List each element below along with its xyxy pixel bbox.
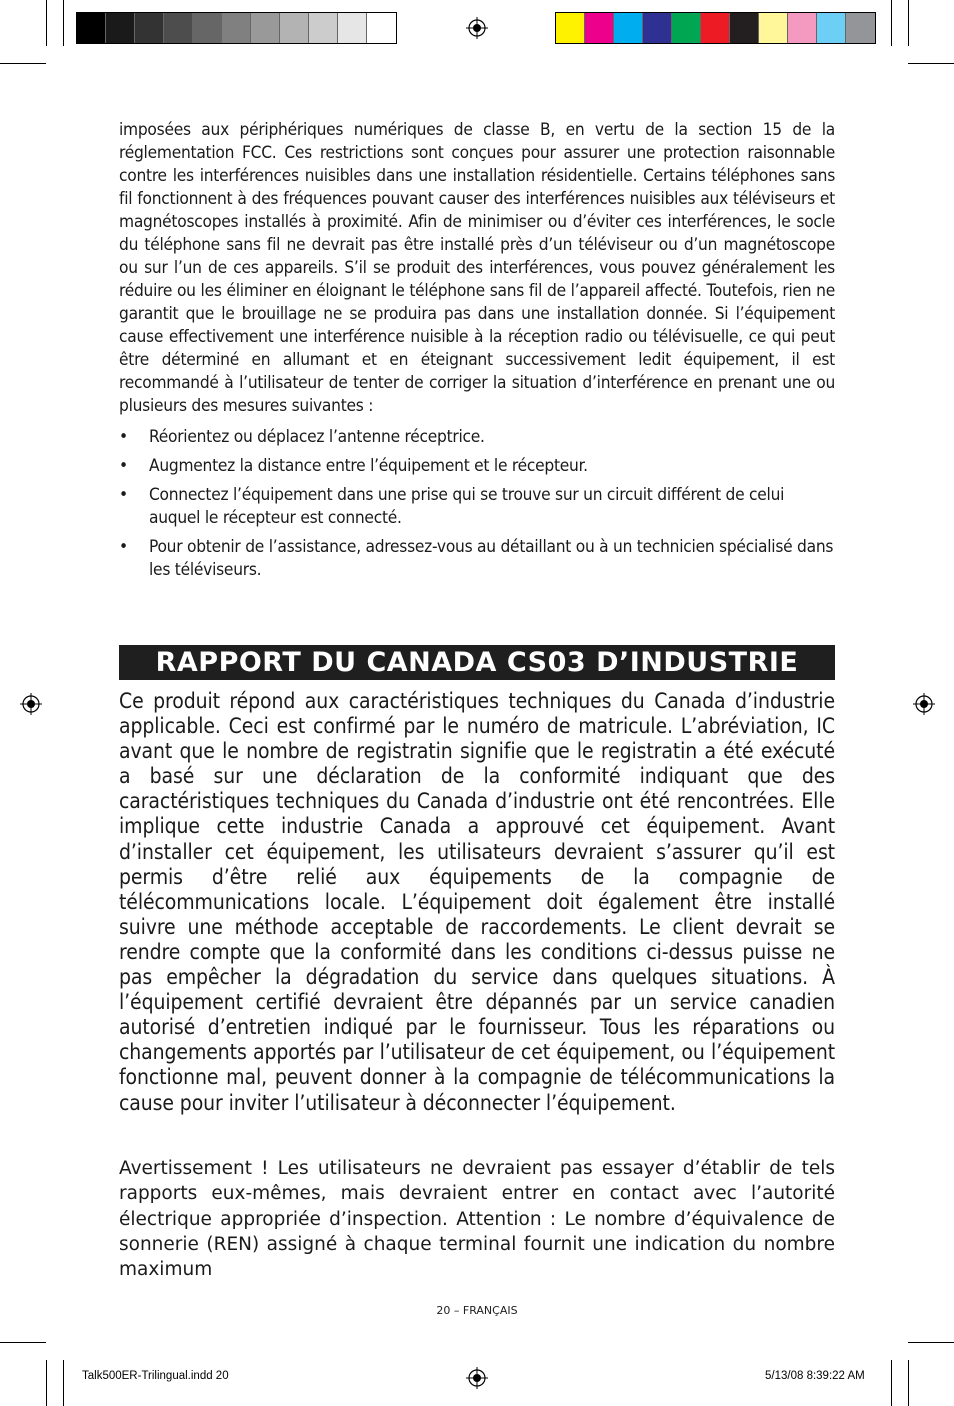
crop-mark — [891, 1360, 892, 1406]
page-footer: 20 – FRANÇAIS — [436, 1304, 518, 1317]
calibration-swatch — [672, 13, 701, 43]
calibration-swatch — [106, 13, 135, 43]
crop-mark — [63, 0, 64, 46]
calibration-swatch — [730, 13, 759, 43]
crop-mark — [0, 63, 46, 64]
list-item: • Réorientez ou déplacez l’antenne réceptrice. — [119, 427, 485, 447]
list-item: • Pour obtenir de l’assistance, adressez-vous au détaillant ou à un technicien spécialisé dans les téléviseurs. — [119, 537, 834, 580]
calibration-swatch — [788, 13, 817, 43]
calibration-swatch — [309, 13, 338, 43]
bullet: • — [119, 537, 128, 557]
slug-filename: Talk500ER-Trilingual.indd 20 — [82, 1370, 229, 1382]
calibration-swatch — [77, 13, 106, 43]
calibration-swatch — [135, 13, 164, 43]
color-calibration-bar — [555, 12, 876, 44]
mitigation-list — [119, 426, 835, 582]
crop-mark — [46, 1360, 47, 1406]
registration-mark-icon — [466, 1367, 488, 1389]
crop-mark — [908, 1342, 954, 1343]
bullet: • — [119, 485, 128, 505]
registration-mark-icon — [20, 693, 42, 715]
calibration-swatch — [556, 13, 585, 43]
crop-mark — [908, 1360, 909, 1406]
intro-section — [119, 119, 835, 588]
list-item: • Augmentez la distance entre l’équipement et le récepteur. — [119, 456, 588, 476]
calibration-swatch — [280, 13, 309, 43]
crop-mark — [63, 1360, 64, 1406]
intro-paragraph: imposées aux périphériques numériques de classe B, en vertu de la section 15 de la réglementation FCC. Ces restrictions sont conçues pour assurer une protection raisonnable contre les interférences nuisibles dans une installation résidentielle. Certains téléphones sans fil fonctionnent à des fréquences pouvant causer des interférences nuisibles aux téléviseurs et magnétoscopes installés à proximité. Afin de minimiser ou d’éviter ces interférences, le socle du téléphone sans fil ne devrait pas être installé près d’un téléviseur ou d’un magnétoscope ou sur l’un de ces appareils. S’il se produit des interférences, vous pouvez généralement les réduire ou les éliminer en éloignant le téléphone sans fil de l’appareil affecté. Toutefois, rien ne garantit que le brouillage ne se produira pas dans une installation donnée. Si l’équipement cause effectivement une interférence nuisible à la réception radio ou télévisuelle, ce qui peut être déterminé en allumant et en éteignant successivement ledit équipement, il est recommandé à l’utilisateur de tenter de corriger la situation d’interférence en prenant une ou plusieurs des mesures suivantes : — [119, 120, 835, 416]
canada-section — [119, 689, 835, 1116]
list-item: • Connectez l’équipement dans une prise qui se trouve sur un circuit différent de celui auquel le récepteur est connecté. — [119, 485, 785, 528]
calibration-swatch — [614, 13, 643, 43]
bullet: • — [119, 456, 128, 476]
crop-mark — [0, 1342, 46, 1343]
calibration-swatch — [222, 13, 251, 43]
calibration-swatch — [817, 13, 846, 43]
warning-section — [119, 1156, 835, 1282]
bullet: • — [119, 427, 128, 447]
registration-mark-icon — [466, 17, 488, 39]
gray-calibration-bar — [76, 12, 397, 44]
calibration-swatch — [367, 13, 396, 43]
section-heading: RAPPORT DU CANADA CS03 D’INDUSTRIE — [119, 645, 835, 680]
crop-mark — [908, 0, 909, 46]
slug-timestamp: 5/13/08 8:39:22 AM — [765, 1370, 865, 1382]
calibration-swatch — [846, 13, 875, 43]
calibration-swatch — [251, 13, 280, 43]
calibration-swatch — [585, 13, 614, 43]
calibration-swatch — [338, 13, 367, 43]
calibration-swatch — [759, 13, 788, 43]
warning-paragraph: Avertissement ! Les utilisateurs ne devraient pas essayer d’établir de tels rapports eux-mêmes, mais devraient entrer en contact avec l’autorité électrique appropriée d’inspection. Attention : Le nombre d’équivalence de sonnerie (REN) assigné à chaque terminal fournit une indication du nombre maximum — [119, 1158, 835, 1281]
crop-mark — [46, 0, 47, 46]
registration-mark-icon — [913, 693, 935, 715]
crop-mark — [891, 0, 892, 46]
calibration-swatch — [193, 13, 222, 43]
calibration-swatch — [164, 13, 193, 43]
canada-paragraph: Ce produit répond aux caractéristiques techniques du Canada d’industrie applicable. Ceci est confirmé par le numéro de matricule. L’abréviation, IC avant que le nombre de registratin signifie que le registratin a été exécuté a basé sur une déclaration de la conformité indiquant que des caractéristiques techniques du Canada d’industrie ont été rencontrées. Elle implique cette industrie Canada a approuvé cet équipement. Avant d’installer cet équipement, les utilisateurs devraient s’assurer qu’il est permis d’être relié aux équipements de la compagnie de télécommunications locale. L’équipement doit également être installé suivre une méthode acceptable de raccordements. Le client devrait se rendre compte que la conformité dans les conditions ci-dessus puisse ne pas empêcher la dégradation du service dans quelques situations. À l’équipement certifié devraient être dépannés par un service canadien autorisé d’entretien indiqué par le fournisseur. Tous les réparations ou changements apportés par l’utilisateur de cet équipement, ou l’équipement fonctionne mal, peuvent donner à la compagnie de télécommunications la cause pour inviter l’utilisateur à déconnecter l’équipement. — [119, 689, 835, 1115]
calibration-swatch — [701, 13, 730, 43]
calibration-swatch — [643, 13, 672, 43]
crop-mark — [908, 63, 954, 64]
